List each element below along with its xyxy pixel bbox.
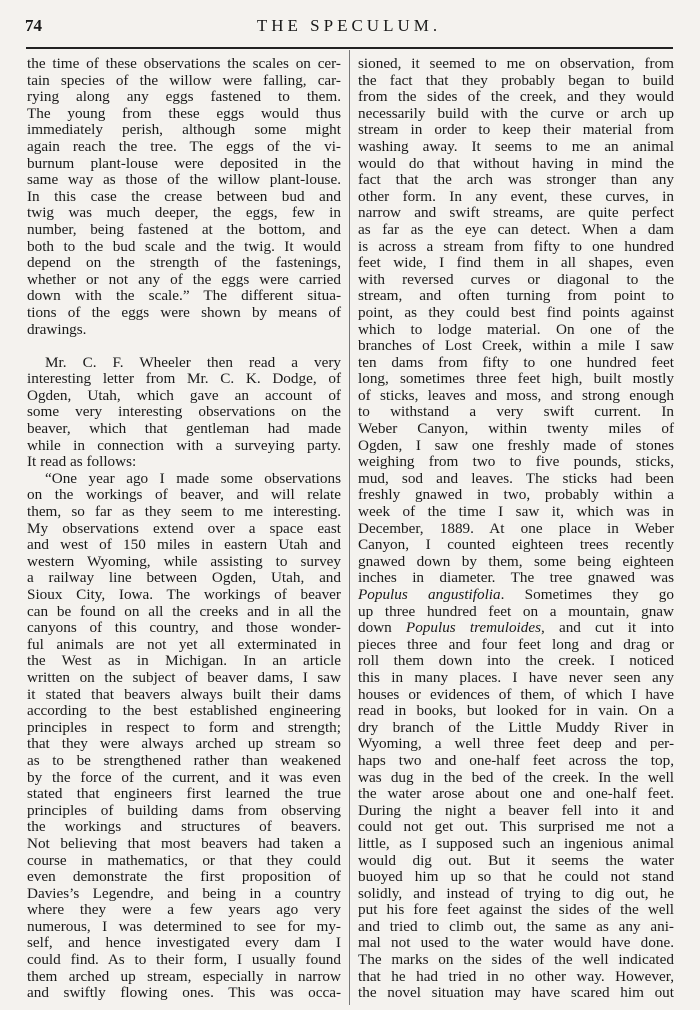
text-line: by the force of the current, and it was even — [27, 768, 341, 786]
text-line: December, 1889. At one place in Weber — [358, 519, 674, 537]
text-line: and tried to climb out, the same as any ani- — [358, 917, 674, 935]
text-line: Wyoming, a well three feet deep and per- — [358, 735, 674, 753]
text-line: the novel situation may have scared him out — [358, 984, 674, 1002]
text-line: week of the time I saw it, which was in — [358, 503, 674, 521]
text-line: while in connection with a surveying party. — [27, 436, 341, 454]
text-line: inches in diameter. The tree gnawed was — [358, 569, 674, 587]
text-line: Weber Canyon, within twenty miles of — [358, 420, 674, 438]
text-line: again reach the tree. The eggs of the vi- — [27, 137, 341, 155]
left-column — [27, 56, 341, 1002]
text-line: drawings. — [27, 320, 87, 338]
text-line: During the night a beaver fell into it and — [358, 801, 674, 819]
text-line: stream in order to keep their material from — [358, 121, 674, 139]
text-line: that they were always arched up stream so — [27, 735, 341, 753]
text-line: twig was much deeper, the eggs, few in — [27, 204, 341, 222]
text-line: could find. As to their form, I usually found — [27, 951, 341, 969]
text-line: point, as they could best find points against — [358, 303, 674, 321]
text-line: them, so far as they seem to me interesting. — [27, 503, 341, 521]
text-line: feet wide, I find them in all shapes, even — [358, 254, 674, 272]
text-line: the workings and structures of beavers. — [27, 818, 341, 836]
text-line: the water arose about one and one-half feet. — [358, 785, 674, 803]
text-line: In this case the crease between bud and — [27, 187, 341, 205]
text-line: tain species of the willow were falling, car- — [27, 71, 341, 89]
text-line: gnawed down by them, some being eighteen — [358, 552, 674, 570]
text-line: Mr. C. F. Wheeler then read a very — [45, 353, 341, 371]
text-line: number, being fastened at the bottom, and — [27, 220, 341, 238]
text-line: would do that without having in mind the — [358, 154, 674, 172]
text-line: fact that the arch was stronger than any — [358, 171, 674, 189]
text-line: can be found on all the creeks and in all the — [27, 602, 341, 620]
paragraph-wheeler — [27, 355, 341, 471]
text-line: principles of building dams from observing — [27, 801, 341, 819]
text-line-italic-2: down Populus tremuloides, and cut it into — [358, 619, 674, 637]
text-line: even demonstrate the first proposition of — [27, 868, 341, 886]
text-line: the fact that they probably began to build — [358, 71, 674, 89]
text-line: interesting letter from Mr. C. K. Dodge, of — [27, 370, 341, 388]
page-number: 74 — [25, 16, 42, 35]
text-line: self, and hence investigated every dam I — [27, 934, 341, 952]
paragraph-letter-end — [358, 637, 674, 1002]
text-line: some very interesting observations on the — [27, 403, 341, 421]
text-line: burnum plant-louse were deposited in the — [27, 154, 341, 172]
text-line: would dig out. But it seems the water — [358, 851, 674, 869]
text-line: as far as the eye can detect. When a dam — [358, 220, 674, 238]
text-line: buoyed him up so that he could not stand — [358, 868, 674, 886]
text-line: as to be strengthened rather than weakened — [27, 751, 341, 769]
text-line: Ogden, I saw one freshly made of stones — [358, 436, 674, 454]
text-line: other form. In any event, these curves, in — [358, 187, 674, 205]
text-line: Not believing that most beavers had taken a — [27, 834, 341, 852]
text-line: Ogden, Utah, which gave an account of — [27, 386, 341, 404]
text-line: put his fore feet against the sides of the well — [358, 901, 674, 919]
text-line: mud, sod and leaves. The sticks had been — [358, 469, 674, 487]
header-rule — [26, 47, 673, 49]
text-line: both to the bud scale and the twig. It would — [27, 237, 341, 255]
text-line: was dug in the bed of the creek. In the well — [358, 768, 674, 786]
text-line: up three hundred feet on a mountain, gnaw — [358, 602, 674, 620]
text-line: western Wyoming, while assisting to survey — [27, 552, 341, 570]
text-line: whether or not any of the eggs were carried — [27, 270, 341, 288]
text-line: the time of these observations the scales on cer- — [27, 55, 341, 72]
text-line: It read as follows: — [27, 453, 137, 471]
text-line: roll them down into the creek. I noticed — [358, 652, 674, 670]
text-line: that he had tried in no other way. However, — [358, 967, 674, 985]
text-line: the West as in Michigan. In an article — [27, 652, 341, 670]
text-line: washing away. It seems to me an animal — [358, 137, 674, 155]
text-line: could not get out. This surprised me not a — [358, 818, 674, 836]
text-line: tions of the eggs were shown by means of — [27, 303, 341, 321]
text-line: houses or evidences of them, of which I have — [358, 685, 674, 703]
text-line: Sioux City, Iowa. The workings of beaver — [27, 586, 341, 603]
text-line: from the sides of the creek, and they would — [358, 88, 674, 106]
text-line: mal not used to the water would have done. — [358, 934, 674, 952]
text-line: and swiftly flowing ones. This was occa- — [27, 984, 341, 1002]
species-name: Populus angustifolia — [358, 586, 501, 603]
text-line: according to the best established engineering — [27, 702, 341, 720]
species-name: Populus tremuloides — [405, 619, 542, 637]
text-line: read in books, but looked for in vain. On a — [358, 702, 674, 720]
text-line: is across a stream from fifty to one hundred — [358, 237, 674, 255]
text-line: and west of 150 miles in eastern Utah and — [27, 536, 341, 554]
text-line: principles in respect to form and strength; — [27, 718, 341, 736]
text-line: beaver, which that gentleman had made — [27, 420, 341, 438]
text-line: Canyon, I counted eighteen trees recently — [358, 536, 674, 554]
right-column — [358, 56, 674, 1002]
text-line: little, as I supposed such an ingenious animal — [358, 834, 674, 852]
running-title: THE SPECULUM. — [256, 16, 442, 35]
text-line: course in mathematics, or that they could — [27, 851, 341, 869]
column-divider — [349, 50, 350, 1005]
text-line: solidly, and instead of trying to dig out, he — [358, 884, 674, 902]
text-line: pieces three and four feet long and drag or — [358, 635, 674, 653]
text-line: sioned, it seemed to me on observation, from — [358, 55, 674, 72]
text-line: stated that engineers first learned the true — [27, 785, 341, 803]
text-line: with reversed curves or diagonal to the — [358, 270, 674, 288]
text-line: numerous, I was determined to see for my- — [27, 917, 341, 935]
paragraph-letter-continued — [358, 56, 674, 587]
text-line: freshly gnawed in two, probably within a — [358, 486, 674, 504]
text-line: to withstand a very swift current. In — [358, 403, 674, 421]
text-line: “One year ago I made some observations — [45, 469, 341, 487]
text-line: it stated that beavers always built their dams — [27, 685, 341, 703]
text-line: same way as those of the willow plant-louse. — [27, 171, 341, 189]
paragraph-continuation — [27, 56, 341, 338]
text-line: The marks on the sides of the well indicated — [358, 951, 674, 969]
text-line: Davies’s Legendre, and being in a country — [27, 884, 341, 902]
text-line: on the workings of beaver, and will relate — [27, 486, 341, 504]
text-line: stream, and often turning from point to — [358, 287, 674, 305]
text-line-italic-1: Populus angustifolia. Sometimes they go — [358, 586, 674, 603]
text-line: canyons of this country, and those wonder- — [27, 619, 341, 637]
text-line: them arched up stream, especially in narrow — [27, 967, 341, 985]
text-line: weighing from two to five pounds, sticks, — [358, 453, 674, 471]
text-line: of sticks, leaves and moss, and strong enough — [358, 386, 674, 404]
text-line: depend on the strength of the fastenings, — [27, 254, 341, 272]
text-line: My observations extend over a space east — [27, 519, 341, 537]
text-line: The young from these eggs would thus — [27, 104, 341, 122]
text-line: written on the subject of beaver dams, I saw — [27, 668, 341, 686]
text-line: which to lodge material. On one of the — [358, 320, 674, 338]
text-line: a railway line between Ogden, Utah, and — [27, 569, 341, 587]
text-line: necessarily build with the curve or arch up — [358, 104, 674, 122]
paragraph-letter-quote — [27, 471, 341, 1002]
text-line: down with the scale.” The different situa- — [27, 287, 341, 305]
text-line: this in many places. I have never seen any — [358, 668, 674, 686]
text-line: ful animals are not yet all exterminated in — [27, 635, 341, 653]
paragraph-gap — [27, 338, 341, 355]
text-line: ten dams from fifty to one hundred feet — [358, 353, 674, 371]
text-line: branches of Lost Creek, within a mile I saw — [358, 337, 674, 355]
text-line: haps two and one-half feet across the top, — [358, 751, 674, 769]
text-line: rying along any eggs fastened to them. — [27, 88, 341, 106]
text-line: where they were a few years ago very — [27, 901, 341, 919]
text-line: narrow and swift streams, are quite perfect — [358, 204, 674, 222]
text-line: long, sometimes three feet high, built mostly — [358, 370, 674, 388]
page-header — [25, 10, 673, 40]
text-line: dry branch of the Little Muddy River in — [358, 718, 674, 736]
text-line: immediately perish, although some might — [27, 121, 341, 139]
